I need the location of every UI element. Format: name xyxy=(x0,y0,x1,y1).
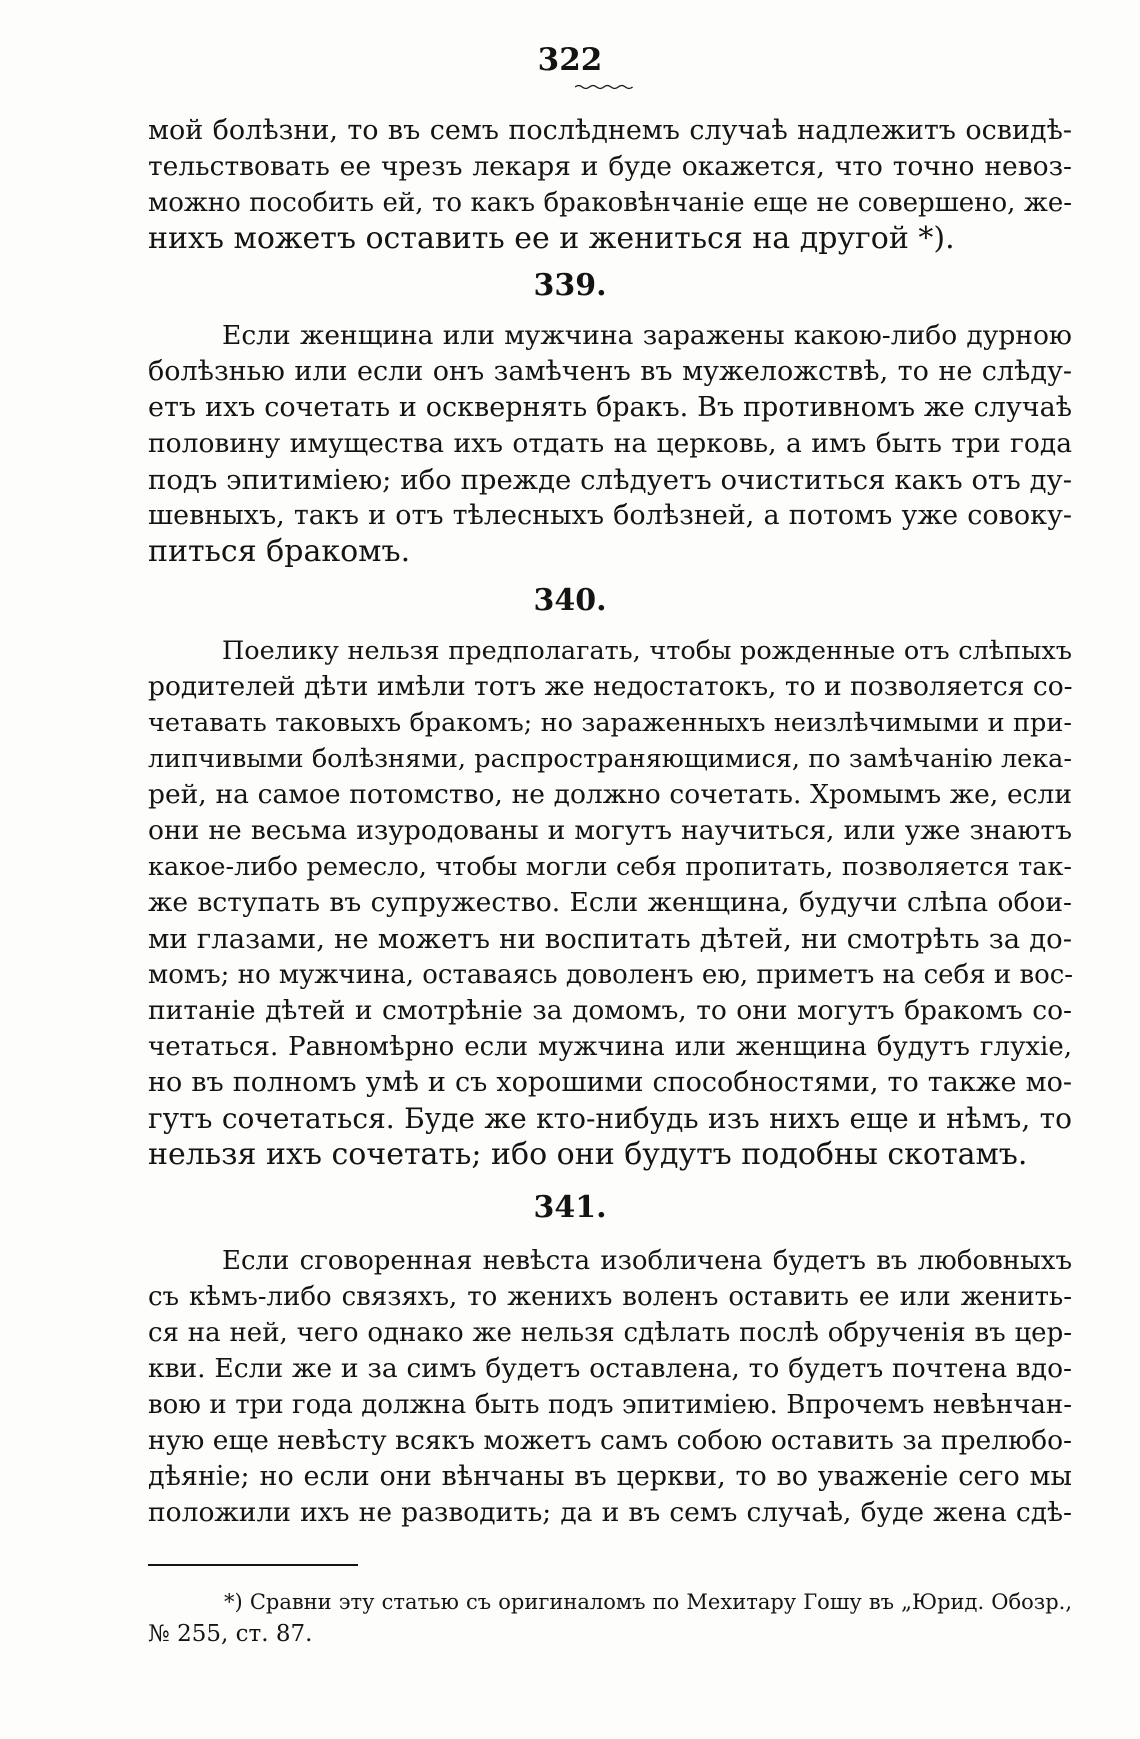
footnote-line: *) Сравни эту статью съ оригиналомъ по Мехитару Гошу въ „Юрид. Обозр., xyxy=(224,1590,1072,1614)
footnote-rule xyxy=(148,1564,358,1566)
text-line: шевныхъ, такъ и отъ тѣлесныхъ болѣзней, а потомъ уже совоку- xyxy=(148,500,1072,531)
section-number: 340. xyxy=(533,583,607,618)
text-line: подъ эпитиміею; ибо прежде слѣдуетъ очиститься какъ отъ ду- xyxy=(148,464,1072,496)
text-line: положили ихъ не разводить; да и въ семъ случаѣ, буде жена сдѣ- xyxy=(148,1497,1072,1528)
text-line: липчивыми болѣзнями, распространяющимися, по замѣчанію лека- xyxy=(148,744,1072,774)
text-line: четаться. Равномѣрно если мужчина или женщина будутъ глухіе, xyxy=(148,1032,1072,1062)
text-line: съ кѣмъ-либо связяхъ, то женихъ воленъ оставить ее или женить- xyxy=(148,1282,1072,1312)
text-line: они не весьма изуродованы и могутъ научиться, или уже знаютъ xyxy=(148,815,1072,846)
text-line: момъ; но мужчина, оставаясь доволенъ ею, приметъ на себя и вос- xyxy=(148,960,1074,990)
text-line: Если сговоренная невѣста изобличена будетъ въ любовныхъ xyxy=(222,1246,1072,1276)
text-line: дѣяніе; но если они вѣнчаны въ церкви, то во уваженіе сего мы xyxy=(148,1461,1072,1492)
text-line: половину имущества ихъ отдать на церковь, а имъ быть три года xyxy=(148,428,1072,459)
text-line: ную еще невѣсту всякъ можетъ самъ собою оставить за прелюбо- xyxy=(148,1425,1072,1456)
section-number: 341. xyxy=(533,1190,607,1225)
section-number: 339. xyxy=(533,268,607,303)
text-line: Поелику нельзя предполагать, чтобы рожденные отъ слѣпыхъ xyxy=(222,636,1072,666)
text-line: ся на ней, чего однако же нельзя сдѣлать послѣ обрученія въ цер- xyxy=(148,1318,1072,1348)
text-line: нельзя ихъ сочетать; ибо они будутъ подобны скотамъ. xyxy=(148,1137,1028,1172)
text-line: мой болѣзни, то въ семъ послѣднемъ случаѣ надлежитъ освидѣ- xyxy=(148,115,1072,146)
text-line: можно пособить ей, то какъ браковѣнчаніе еще не совершено, же- xyxy=(148,188,1072,218)
footnote-line: № 255, ст. 87. xyxy=(148,1621,313,1647)
text-line: нихъ можетъ оставить ее и жениться на другой *). xyxy=(148,221,955,256)
text-line: же вступать въ супружество. Если женщина, будучи слѣпа обои- xyxy=(148,887,1072,918)
text-line: кви. Если же и за симъ будетъ оставлена, то будетъ почтена вдо- xyxy=(148,1353,1072,1384)
page-number: 322 xyxy=(537,42,603,78)
text-line: четавать таковыхъ бракомъ; но зараженныхъ неизлѣчимыми и при- xyxy=(148,708,1072,738)
page-number-ornament xyxy=(575,84,633,90)
text-line: родителей дѣти имѣли тотъ же недостатокъ, то и позволяется со- xyxy=(148,671,1073,702)
text-line: етъ ихъ сочетать и осквернять бракъ. Въ противномъ же случаѣ xyxy=(148,392,1072,423)
text-line: вою и три года должна быть подъ эпитиміею. Впрочемъ невѣнчан- xyxy=(148,1390,1072,1420)
text-line: рей, на самое потомство, не должно сочетать. Хромымъ же, если xyxy=(148,779,1072,810)
text-line: питься бракомъ. xyxy=(148,534,411,569)
text-line: тельствовать ее чрезъ лекаря и буде окажется, что точно невоз- xyxy=(148,151,1072,182)
text-line: питаніе дѣтей и смотрѣніе за домомъ, то они могутъ бракомъ со- xyxy=(148,995,1072,1026)
text-line: болѣзнью или если онъ замѣченъ въ мужеложствѣ, то не слѣду- xyxy=(148,356,1072,387)
text-line: но въ полномъ умѣ и съ хорошими способностями, то также мо- xyxy=(148,1067,1072,1098)
text-line: Если женщина или мужчина заражены какою-либо дурною xyxy=(222,320,1072,351)
text-line: какое-либо ремесло, чтобы могли себя пропитать, позволяется так- xyxy=(148,852,1072,882)
text-line: ми глазами, не можетъ ни воспитать дѣтей, ни смотрѣть за до- xyxy=(148,923,1072,955)
text-line: гутъ сочетаться. Буде же кто-нибудь изъ нихъ еще и нѣмъ, то xyxy=(148,1102,1072,1135)
